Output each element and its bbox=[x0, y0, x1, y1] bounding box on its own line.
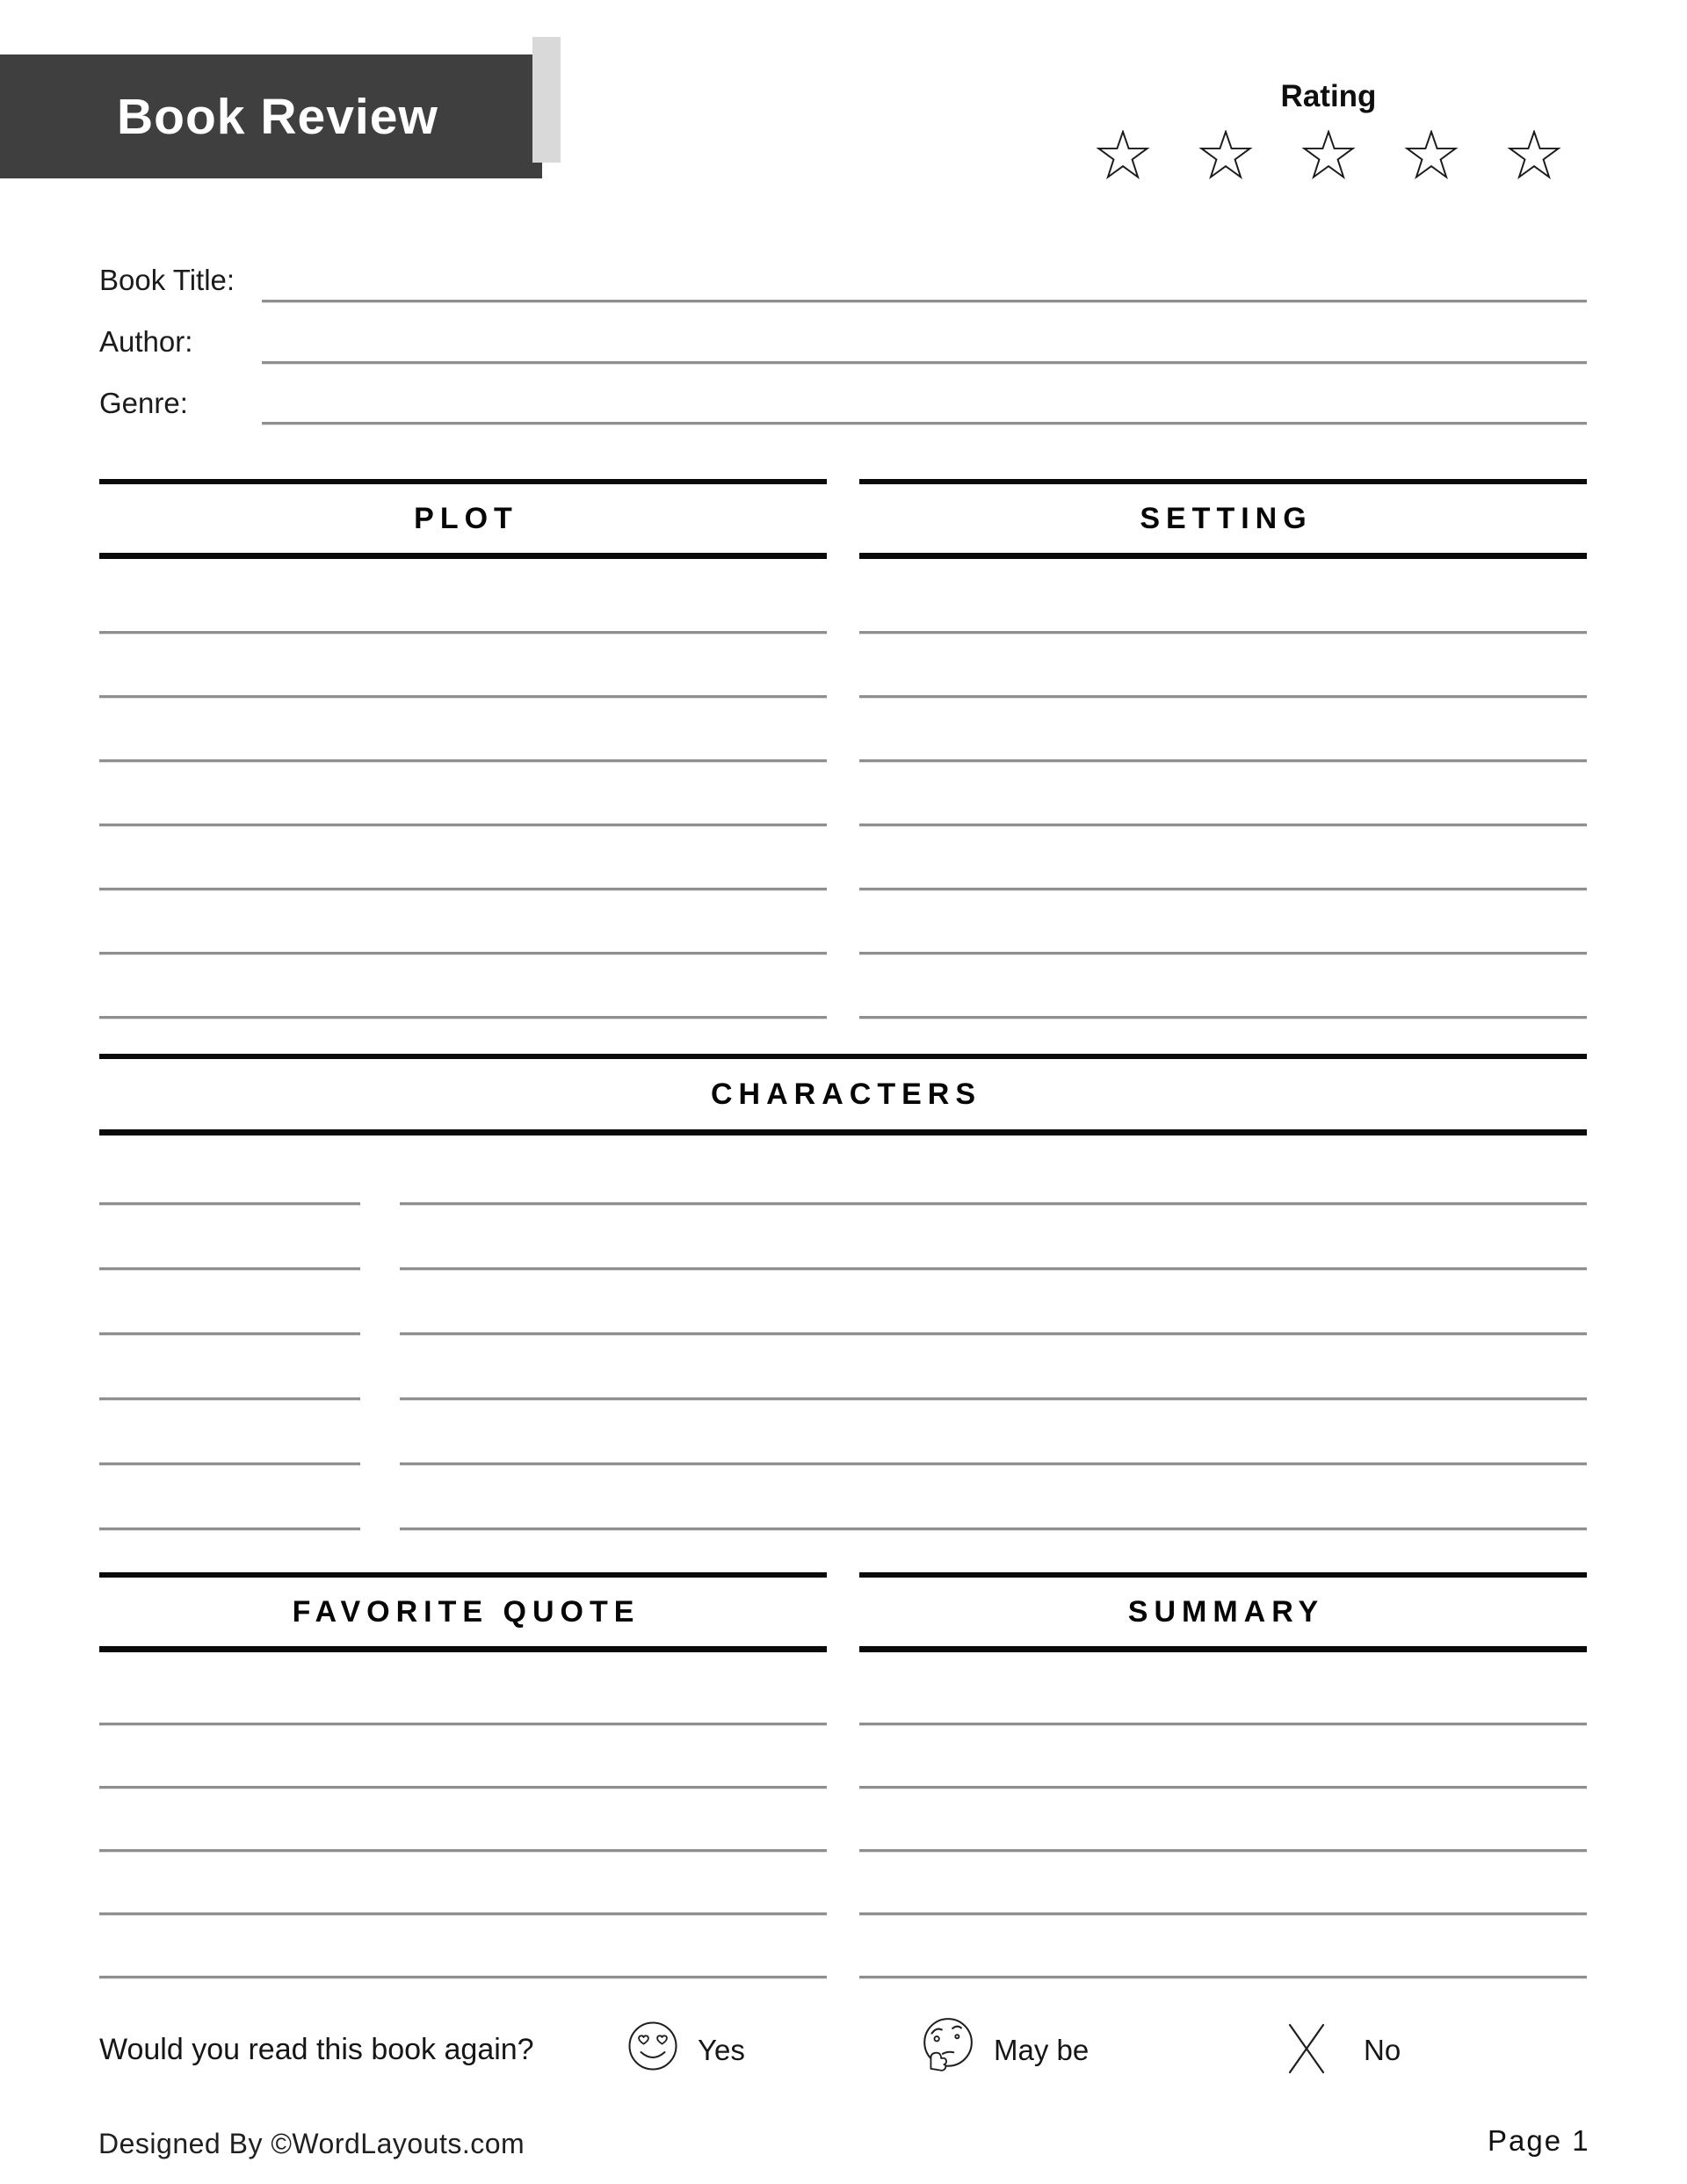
page-number: Page 1 bbox=[1488, 2124, 1590, 2157]
plot-title: PLOT bbox=[414, 501, 518, 535]
ruled-line bbox=[859, 698, 1587, 762]
ruled-line bbox=[99, 1400, 360, 1465]
summary-title: SUMMARY bbox=[1127, 1594, 1325, 1629]
star-icon[interactable] bbox=[1301, 130, 1356, 183]
ruled-line bbox=[400, 1465, 1587, 1530]
ruled-line bbox=[99, 762, 827, 826]
accent-tab bbox=[532, 37, 561, 163]
title-banner bbox=[0, 54, 542, 178]
ruled-line bbox=[400, 1140, 1587, 1205]
ruled-line bbox=[400, 1400, 1587, 1465]
ruled-line bbox=[859, 570, 1587, 634]
ruled-line bbox=[99, 1465, 360, 1530]
summary-writein-lines bbox=[859, 1662, 1587, 1978]
ruled-line bbox=[99, 1852, 827, 1915]
maybe-option-label[interactable]: May be bbox=[994, 2034, 1090, 2066]
book-title-label: Book Title: bbox=[99, 264, 235, 296]
author-input-line[interactable] bbox=[262, 361, 1587, 364]
read-again-question: Would you read this book again? bbox=[99, 2033, 534, 2066]
plot-section-header bbox=[99, 479, 827, 559]
ruled-line bbox=[859, 1789, 1587, 1852]
favorite-quote-title: FAVORITE QUOTE bbox=[292, 1594, 641, 1629]
summary-section-header bbox=[859, 1572, 1587, 1652]
page-title: Book Review bbox=[117, 88, 438, 145]
ruled-line bbox=[400, 1270, 1587, 1335]
ruled-line bbox=[859, 954, 1587, 1019]
book-title-input-line[interactable] bbox=[262, 300, 1587, 302]
ruled-line bbox=[99, 826, 827, 890]
yes-option-label[interactable]: Yes bbox=[698, 2034, 745, 2066]
plot-writein-lines bbox=[99, 570, 827, 1019]
heart-eyes-emoji-icon[interactable] bbox=[625, 2018, 681, 2074]
characters-section-header bbox=[99, 1054, 1587, 1136]
no-option-label[interactable]: No bbox=[1364, 2034, 1401, 2066]
star-icon[interactable] bbox=[1507, 130, 1561, 183]
star-icon[interactable] bbox=[1096, 130, 1150, 183]
favorite-quote-section-header bbox=[99, 1572, 827, 1652]
characters-title: CHARACTERS bbox=[711, 1077, 981, 1111]
genre-input-line[interactable] bbox=[262, 422, 1587, 424]
ruled-line bbox=[859, 890, 1587, 954]
ruled-line bbox=[859, 634, 1587, 698]
ruled-line bbox=[99, 1205, 360, 1270]
ruled-line bbox=[859, 1725, 1587, 1789]
ruled-line bbox=[859, 1662, 1587, 1725]
ruled-line bbox=[859, 1852, 1587, 1915]
ruled-line bbox=[400, 1335, 1587, 1400]
thinking-emoji-icon[interactable] bbox=[918, 2016, 976, 2074]
ruled-line bbox=[99, 1789, 827, 1852]
character-name-lines bbox=[99, 1140, 360, 1530]
ruled-line bbox=[99, 1270, 360, 1335]
setting-title: SETTING bbox=[1140, 501, 1313, 535]
star-icon[interactable] bbox=[1404, 130, 1459, 183]
rating-stars bbox=[1096, 127, 1561, 186]
ruled-line bbox=[99, 1335, 360, 1400]
author-label: Author: bbox=[99, 325, 193, 358]
star-icon[interactable] bbox=[1198, 130, 1253, 183]
ruled-line bbox=[99, 1915, 827, 1978]
x-mark-icon[interactable] bbox=[1285, 2023, 1329, 2074]
ruled-line bbox=[99, 954, 827, 1019]
designer-credit: Designed By ©WordLayouts.com bbox=[98, 2128, 525, 2159]
ruled-line bbox=[99, 698, 827, 762]
ruled-line bbox=[400, 1205, 1587, 1270]
ruled-line bbox=[99, 634, 827, 698]
character-description-lines bbox=[400, 1140, 1587, 1530]
ruled-line bbox=[859, 1915, 1587, 1978]
ruled-line bbox=[859, 762, 1587, 826]
ruled-line bbox=[859, 826, 1587, 890]
genre-label: Genre: bbox=[99, 387, 188, 419]
rating-label: Rating bbox=[1280, 79, 1377, 113]
setting-writein-lines bbox=[859, 570, 1587, 1019]
ruled-line bbox=[99, 1725, 827, 1789]
ruled-line bbox=[99, 570, 827, 634]
ruled-line bbox=[99, 1662, 827, 1725]
ruled-line bbox=[99, 1140, 360, 1205]
favorite-quote-writein-lines bbox=[99, 1662, 827, 1978]
ruled-line bbox=[99, 890, 827, 954]
setting-section-header bbox=[859, 479, 1587, 559]
